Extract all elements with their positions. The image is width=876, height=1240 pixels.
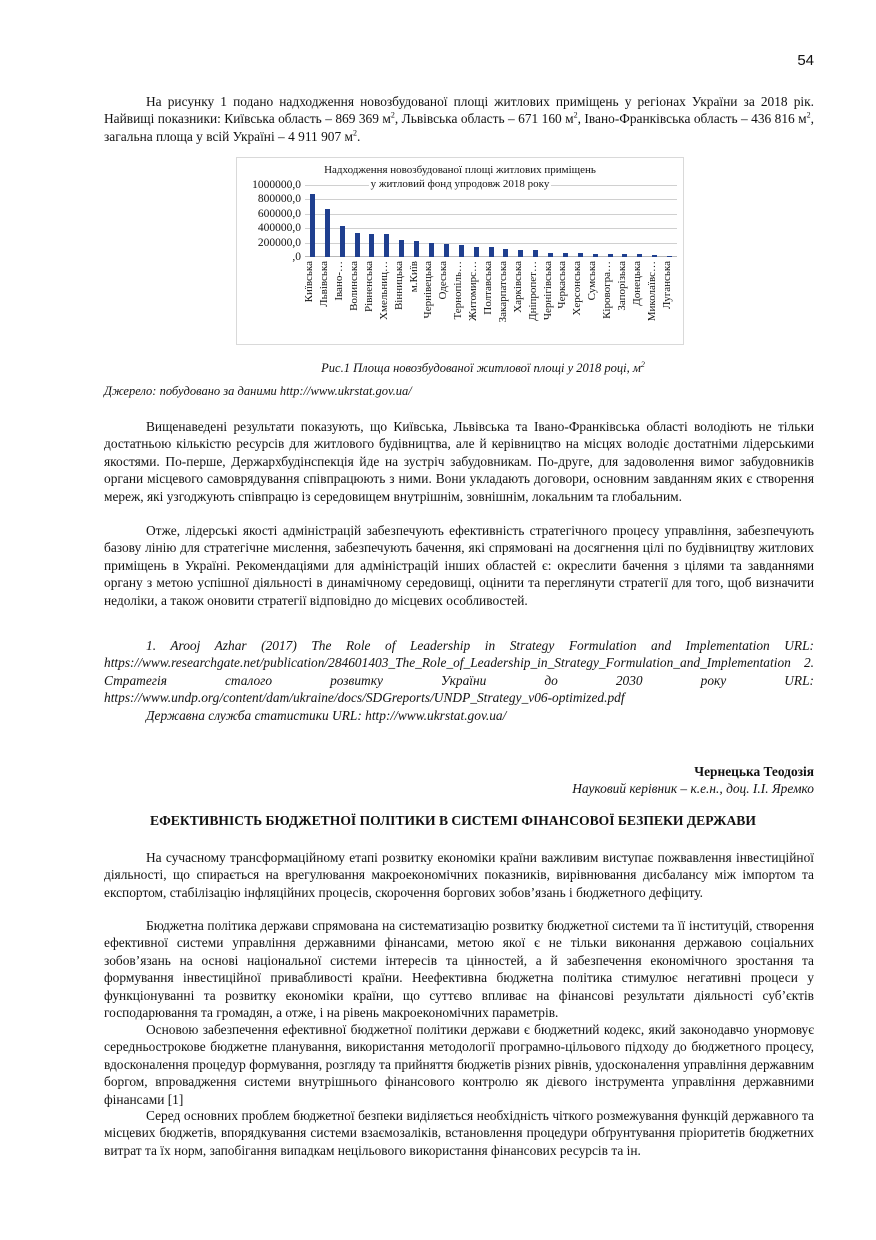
bar <box>652 255 657 257</box>
y-tick-label: 200000,0 <box>257 236 301 249</box>
scientific-advisor: Науковий керівник – к.е.н., доц. І.І. Яремко <box>572 781 814 796</box>
bar <box>622 254 627 257</box>
chart-title <box>237 163 683 191</box>
superscript: 2 <box>806 110 811 120</box>
bar <box>340 226 345 257</box>
paragraph-text: Отже, лідерські якості адміністрацій забезпечують ефективність стратегічного процесу управління, забезпечують базову лінію для стратегічне мислення, забезпечують бачення, які спрямовані на досягнення цілі по будівництву житлових приміщень в Україні. Рекомендаціями для адміністрацій інших областей є: окреслити бачення з цілями та завданнями органу з метою успішної діяльності в динамічному середовищі, оцінити та переглянути стратегії для того, щоб визначити недоліки, а також оновити стратегії відповідно до місцевих особливостей. <box>104 523 814 608</box>
bar-chart <box>236 157 684 345</box>
x-tick-label: Одеська <box>437 261 450 300</box>
bar <box>429 243 434 257</box>
bar <box>414 241 419 257</box>
author-name: Чернецька Теодозія <box>694 764 814 779</box>
bar <box>533 250 538 257</box>
paragraph-text: Вищенаведені результати показують, що Київська, Львівська та Івано-Франківська області володіють не тільки достатньою кількістю ресурсів для житлового будівництва, але й керівництво на місцях володіє достатніми лідерськими якостями. По-перше, Держархбудінспекція йде на зустріч забудовникам. По-друге, для задоволення вимог забудовників органи місцевого самоврядування співпрацюють з ними. Вони укладають договори, основним завданням яких є створення мереж, які узгоджують співпрацю із середовищем внутрішнім, зовнішнім, локальним та глобальним. <box>104 419 814 504</box>
x-tick-label: Тернопіль… <box>452 261 465 320</box>
figure-source: Джерело: побудовано за даними http://www.ukrstat.gov.ua/ <box>104 384 412 398</box>
references <box>104 637 814 724</box>
reference-item: Державна служба статистики URL: http://www.ukrstat.gov.ua/ <box>146 707 507 723</box>
body-paragraph <box>104 917 814 1021</box>
paragraph-text: Серед основних проблем бюджетної безпеки виділяється необхідність чіткого розмежування функцій державного та місцевих бюджетів, впорядкування системи взаємозаліків, встановлення процедури обґрунтування пріоритетів бюджетних витрат та їх норм, запобігання випадкам нецільового використання фінансових ресурсів та ін. <box>104 1108 814 1158</box>
x-tick-label: Львівська <box>318 261 331 307</box>
bar <box>310 194 315 257</box>
x-tick-label: Херсонська <box>571 261 584 316</box>
superscript: 2 <box>352 128 357 138</box>
x-tick-label: Чернігівська <box>541 261 554 321</box>
gridline <box>305 199 677 200</box>
bar <box>384 234 389 257</box>
y-tick-label: 600000,0 <box>257 207 301 220</box>
superscript: 2 <box>573 110 578 120</box>
bar <box>578 253 583 257</box>
body-paragraph <box>104 1021 814 1108</box>
x-tick-label: Чернівецька <box>422 261 435 319</box>
body-paragraph <box>104 418 814 505</box>
x-tick-label: Хмельниц… <box>377 261 390 320</box>
bar <box>325 209 330 257</box>
article-title: ЕФЕКТИВНІСТЬ БЮДЖЕТНОЇ ПОЛІТИКИ В СИСТЕМІ ФІНАНСОВОЇ БЕЗПЕКИ ДЕРЖАВИ <box>150 813 756 828</box>
x-tick-label: Кіровогра… <box>601 261 614 319</box>
y-tick-label: ,0 <box>292 251 301 263</box>
x-tick-label: Миколаївс… <box>645 261 658 322</box>
x-tick-label: Полтавська <box>482 261 494 315</box>
superscript: 2 <box>640 359 645 369</box>
x-axis-labels <box>305 259 677 341</box>
x-tick-label: Івано-… <box>333 261 346 301</box>
chart-title-line-1: Надходження новозбудованої площі житлових приміщень <box>324 164 596 176</box>
x-tick-label: Сумська <box>586 261 599 301</box>
body-paragraph <box>104 1107 814 1159</box>
x-tick-label: Рівненська <box>362 261 375 312</box>
x-tick-label: Черкаська <box>556 261 569 309</box>
paragraph-text: Бюджетна політика держави спрямована на систематизацію розвитку бюджетної системи та її інституцій, створення ефективної системи управління державними фінансами, метою якої є не тільки виконання державою соціальних зобов’язань на основі національної системи інтересів та цінностей, а й забезпечення економічного зростання та формування інвестиційної привабливості країни. Неефективна бюджетна політика стимулює негативні процеси у функціонуванні та розвитку економіки країни, що суттєво впливає на фінансові результати діяльності суб’єктів господарювання та громадян, а отже, і на рівень макроекономічних параметрів. <box>104 918 814 1021</box>
paragraph-text: На сучасному трансформаційному етапі розвитку економіки країни важливим виступає пожвавлення інвестиційної діяльності, що спирається на врегулювання макроекономічних показників, вирівнювання дисбалансу між імпортом та експортом, стабілізацію інфляційних процесів, скорочення боргових зобов’язань і бюджетного дефіциту. <box>104 850 814 900</box>
gridline <box>305 243 677 244</box>
x-tick-label: Луганська <box>660 261 673 309</box>
intro-text-3: , Івано-Франківська область – 436 816 м <box>577 111 807 127</box>
bar <box>355 233 360 257</box>
y-tick-label: 400000,0 <box>257 222 301 235</box>
gridline <box>305 214 677 215</box>
paragraph-text: Основою забезпечення ефективної бюджетної політики держави є бюджетний кодекс, який законодавчо унормовує середньострокове бюджетне планування, використання методології програмно-цільового підходу до бюджетного процесу, вдосконалення процедур формування, розгляду та прийняття бюджетів різних рівнів, удосконалення управління державним боргом, впровадження системи внутрішнього фінансового контролю як дієвого інструмента управління державними фінансами [1] <box>104 1022 814 1107</box>
bar <box>608 254 613 257</box>
x-tick-label: Волинська <box>348 261 361 311</box>
bar <box>444 244 449 257</box>
bar <box>459 245 464 257</box>
intro-text-2: , Львівська область – 671 160 м <box>394 111 574 127</box>
bar <box>474 247 479 257</box>
bar <box>518 250 523 257</box>
page-number: 54 <box>797 52 814 69</box>
y-tick-label: 1000000,0 <box>252 179 301 191</box>
caption-text: Рис.1 Площа новозбудованої житлової площі у 2018 році, м <box>321 361 641 375</box>
bar <box>637 254 642 257</box>
x-tick-label: Харківська <box>511 261 524 313</box>
gridline <box>305 228 677 229</box>
bar <box>399 240 404 257</box>
bar <box>593 254 598 257</box>
intro-paragraph <box>104 93 814 145</box>
y-tick-label: 800000,0 <box>257 193 301 206</box>
x-tick-label: м.Київ <box>407 261 420 293</box>
superscript: 2 <box>390 110 395 120</box>
x-tick-label: Донецька <box>630 261 643 306</box>
reference-item: 1. Arooj Azhar (2017) The Role of Leadership in Strategy Formulation and Implementation URL: https://www.researchgate.net/publication/284601403_The_Role_of_Leadership_in_Strategy_Formulation_and_Implementation 2. Стратегія сталого розвитку України до 2030 року URL: https://www.undp.org/content/dam/ukraine/docs/SDGreports/UNDP_Strategy_v06-optimized.pdf <box>104 638 814 706</box>
bar <box>667 256 672 257</box>
x-tick-label: Запорізька <box>615 261 628 311</box>
intro-text-4: , загальна площа у всій Україні – 4 911 907 м <box>104 111 814 144</box>
body-paragraph <box>104 849 814 901</box>
bar <box>503 249 508 257</box>
x-tick-label: Дніпропет… <box>526 261 539 321</box>
chart-title-line-2: у житловий фонд упродовж 2018 року <box>370 178 550 190</box>
bar <box>563 253 568 257</box>
bar <box>369 234 374 257</box>
x-tick-label: Київська <box>303 261 316 303</box>
x-tick-label: Вінницька <box>392 261 405 311</box>
bar <box>548 253 553 257</box>
plot-area <box>305 185 677 257</box>
bar <box>489 247 494 257</box>
figure-caption <box>0 361 876 376</box>
x-tick-label: Закарпатська <box>496 261 509 323</box>
x-tick-label: Житомирс… <box>467 261 480 321</box>
intro-text-end: . <box>356 128 361 144</box>
body-paragraph <box>104 522 814 609</box>
intro-text-1: На рисунку 1 подано надходження новозбудованої площі житлових приміщень у регіонах України за 2018 рік. Найвищі показники: Київська область – 869 369 м <box>104 94 814 127</box>
